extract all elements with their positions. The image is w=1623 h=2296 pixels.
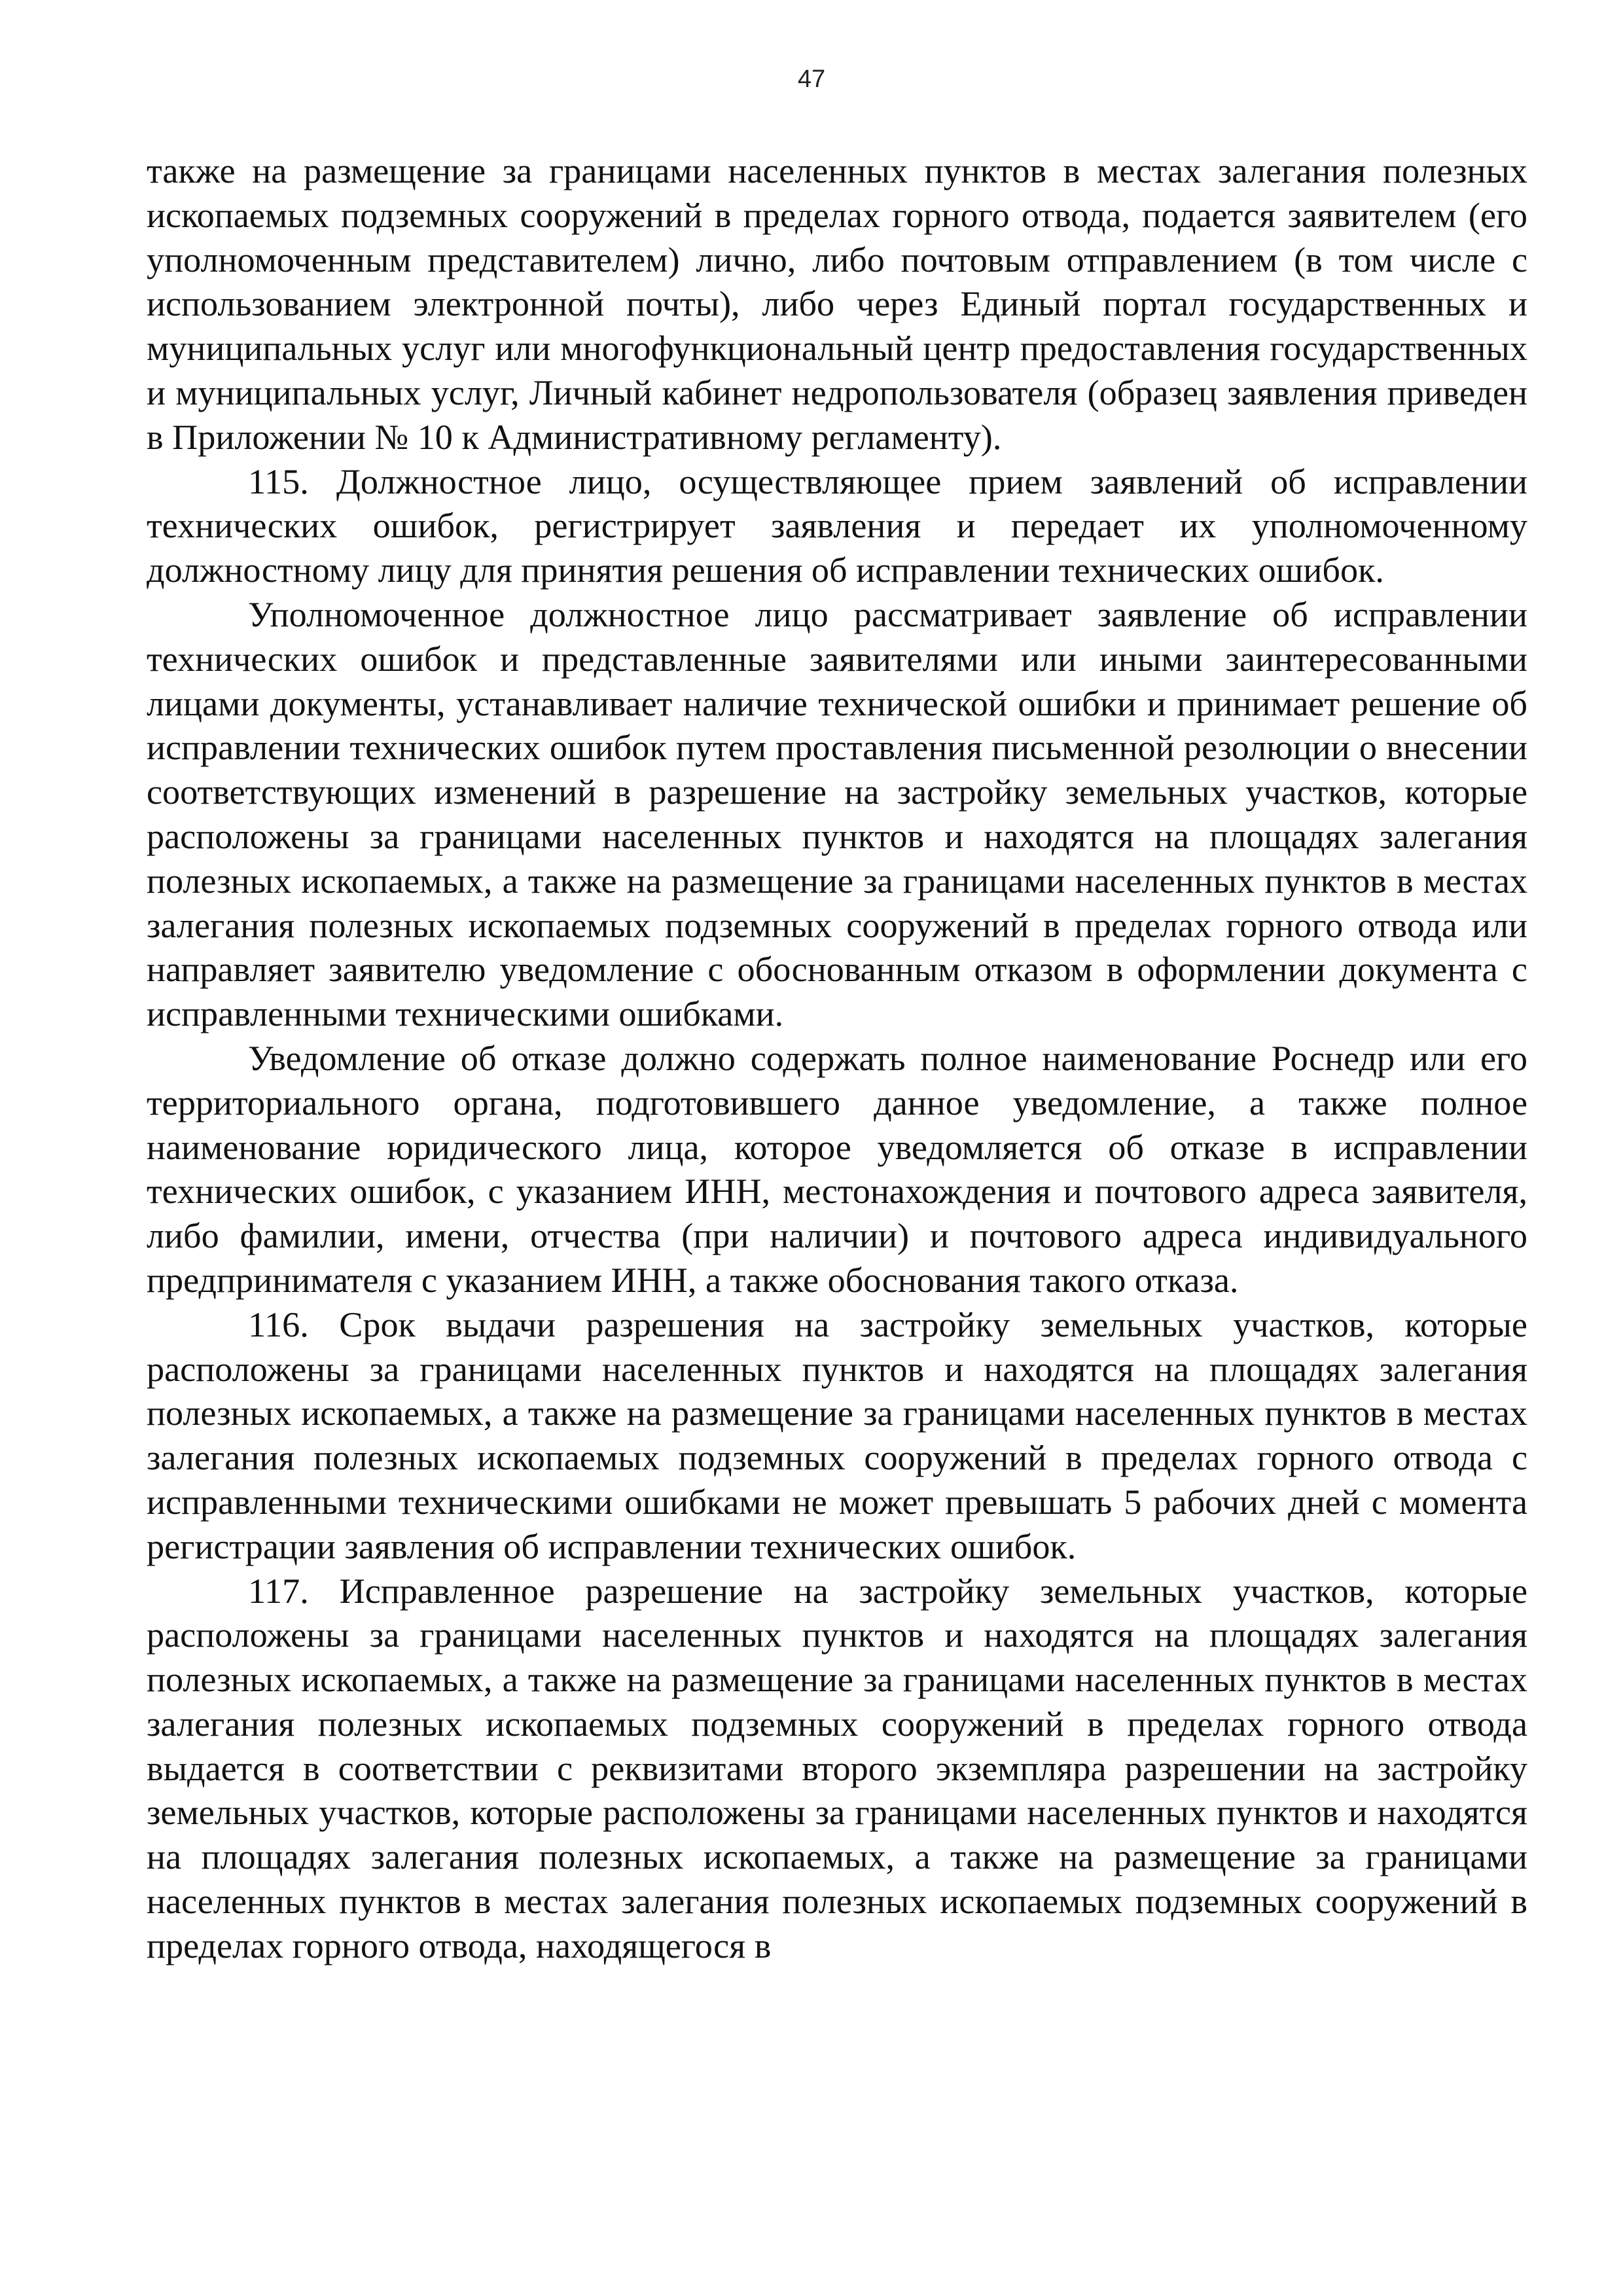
- paragraph-116: 116. Срок выдачи разрешения на застройку земельных участков, которые расположены за границами населенных пунктов и находятся на площадях залегания полезных ископаемых, а также на размещение за границами населенных пунктов в местах залегания полезных ископаемых подземных сооружений в пределах горного отвода с исправленными техническими ошибками не может превышать 5 рабочих дней с момента регистрации заявления об исправлении технических ошибок.: [147, 1304, 1527, 1566]
- paragraph-continuation: также на размещение за границами населенных пунктов в местах залегания полезных ископаемых подземных сооружений в пределах горного отвода, подается заявителем (его уполномоченным представителем) лично, либо почтовым отправлением (в том числе с использованием электронной почты), либо через Единый портал государственных и муниципальных услуг или многофункциональный центр предоставления государственных и муниципальных услуг, Личный кабинет недропользователя (образец заявления приведен в Приложении № 10 к Административному регламенту).: [147, 151, 1527, 457]
- page-number: 47: [797, 65, 826, 93]
- paragraph-refusal-notice: Уведомление об отказе должно содержать полное наименование Роснедр или его территориального органа, подготовившего данное уведомление, а также полное наименование юридического лица, которое уведомляется об отказе в исправлении технических ошибок, с указанием ИНН, местонахождения и почтового адреса заявителя, либо фамилии, имени, отчества (при наличии) и почтового адреса индивидуального предпринимателя с указанием ИНН, а также обоснования такого отказа.: [147, 1038, 1527, 1300]
- document-body: [147, 149, 1527, 1969]
- paragraph-review-decision: Уполномоченное должностное лицо рассматривает заявление об исправлении технических ошибок и представленные заявителями или иными заинтересованными лицами документы, устанавливает наличие технической ошибки и принимает решение об исправлении технических ошибок путем проставления письменной резолюции о внесении соответствующих изменений в разрешение на застройку земельных участков, которые расположены за границами населенных пунктов и находятся на площадях залегания полезных ископаемых, а также на размещение за границами населенных пунктов в местах залегания полезных ископаемых подземных сооружений в пределах горного отвода или направляет заявителю уведомление с обоснованным отказом в оформлении документа с исправленными техническими ошибками.: [147, 594, 1527, 1034]
- paragraph-117: 117. Исправленное разрешение на застройку земельных участков, которые расположены за границами населенных пунктов и находятся на площадях залегания полезных ископаемых, а также на размещение за границами населенных пунктов в местах залегания полезных ископаемых подземных сооружений в пределах горного отвода выдается в соответствии с реквизитами второго экземпляра разрешении на застройку земельных участков, которые расположены за границами населенных пунктов и находятся на площадях залегания полезных ископаемых, а также на размещение за границами населенных пунктов в местах залегания полезных ископаемых подземных сооружений в пределах горного отвода, находящегося в: [147, 1571, 1527, 1965]
- paragraph-115: 115. Должностное лицо, осуществляющее прием заявлений об исправлении технических ошибок, регистрирует заявления и передает их уполномоченному должностному лицу для принятия решения об исправлении технических ошибок.: [147, 461, 1527, 590]
